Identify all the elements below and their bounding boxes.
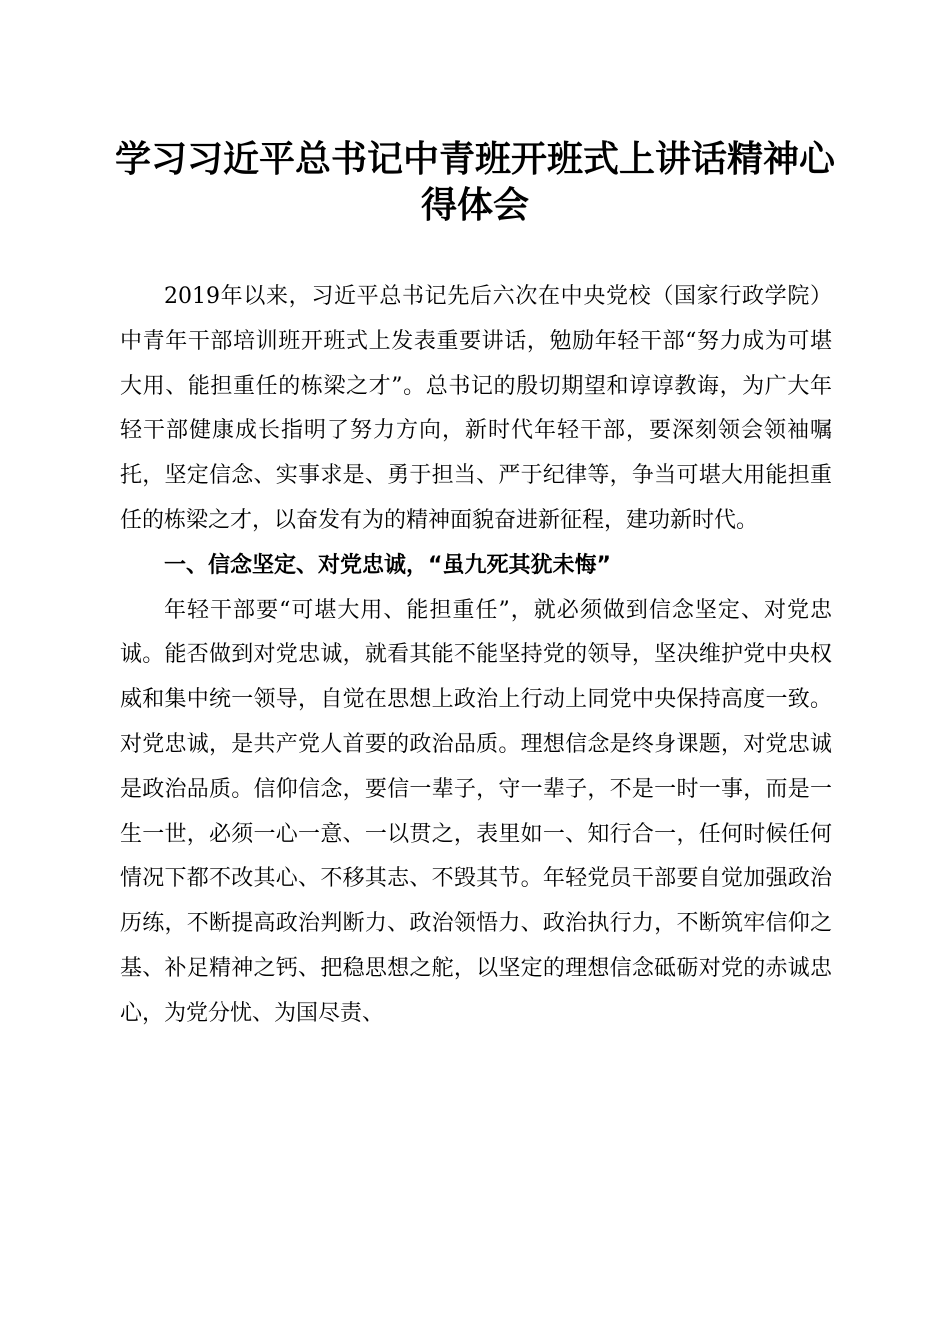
section-1-paragraph: 年轻干部要“可堪大用、能担重任”，就必须做到信念坚定、对党忠诚。能否做到对党忠诚，就看其能不能坚持党的领导，坚决维护党中央权威和集中统一领导，自觉在思想上政治上行动上同党中央保持高度一致。对党忠诚，是共产党人首要的政治品质。理想信念是终身课题，对党忠诚是政治品质。信仰信念，要信一辈子，守一辈子，不是一时一事，而是一生一世，必须一心一意、一以贯之，表里如一、知行合一，任何时候任何情况下都不改其心、不移其志、不毁其节。年轻党员干部要自觉加强政治历练，不断提高政治判断力、政治领悟力、政治执行力，不断筑牢信仰之基、补足精神之钙、把稳思想之舵，以坚定的理想信念砥砺对党的赤诚忠心，为党分忧、为国尽责、 [120, 597, 832, 1026]
section-1-heading: 一、信念坚定、对党忠诚，“虽九死其犹未悔” [164, 552, 611, 578]
title-line-2: 得体会 [420, 184, 529, 226]
document-title [100, 136, 850, 228]
document-body [120, 275, 832, 1037]
title-line-1: 学习习近平总书记中青班开班式上讲话精神心 [114, 138, 835, 180]
intro-paragraph: 2019年以来，习近平总书记先后六次在中央党校（国家行政学院）中青年干部培训班开班式上发表重要讲话，勉励年轻干部“努力成为可堪大用、能担重任的栋梁之才”。总书记的殷切期望和谆谆教诲，为广大年轻干部健康成长指明了努力方向，新时代年轻干部，要深刻领会领袖嘱托，坚定信念、实事求是、勇于担当、严于纪律等，争当可堪大用能担重任的栋梁之才，以奋发有为的精神面貌奋进新征程，建功新时代。 [120, 284, 832, 533]
